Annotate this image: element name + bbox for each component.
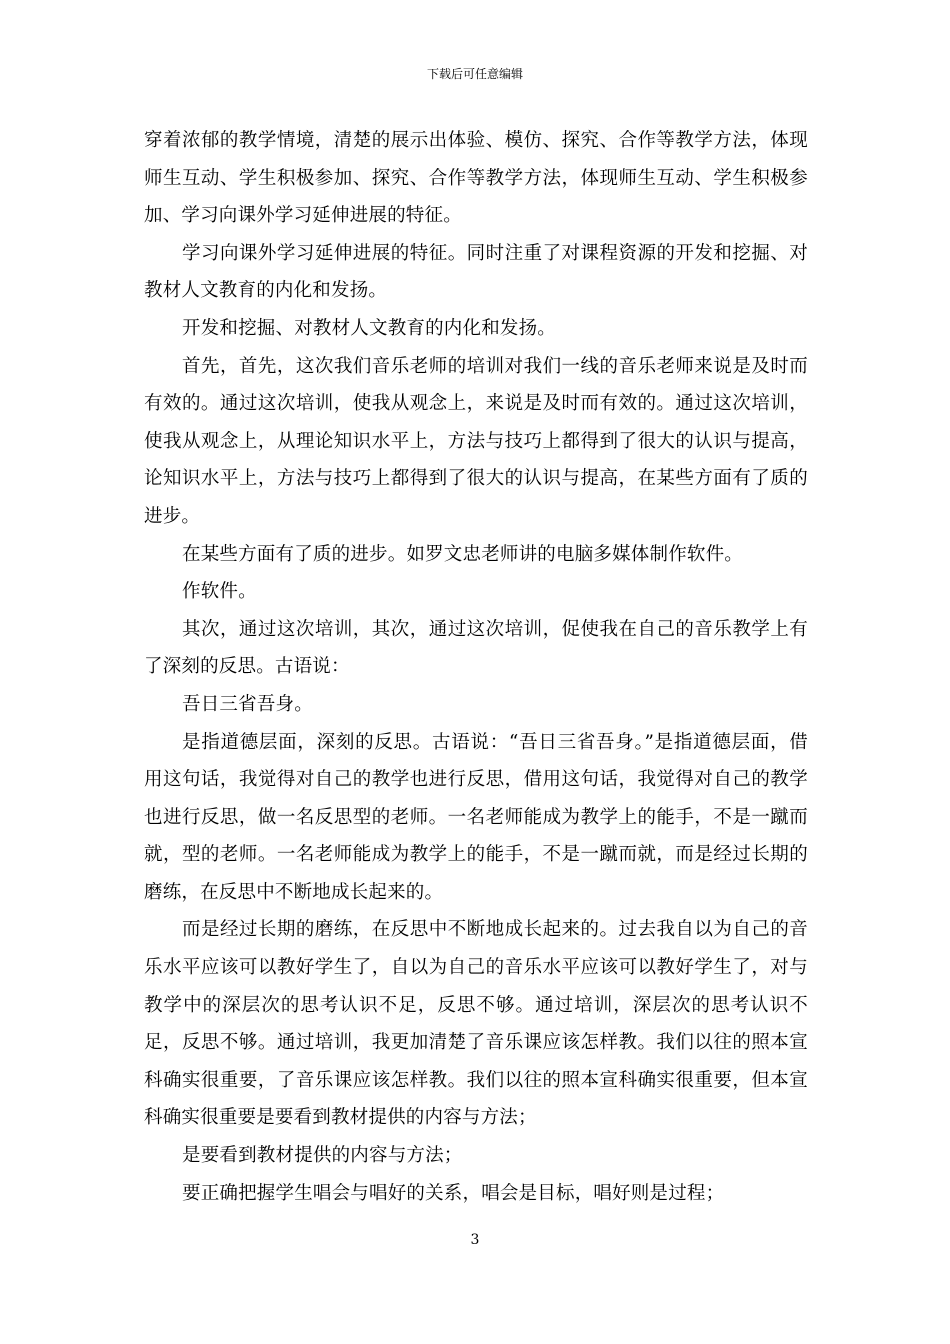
page-header: 下载后可任意编辑: [426, 67, 523, 81]
paragraph: 在某些方面有了质的进步。如罗文忠老师讲的电脑多媒体制作软件。: [182, 543, 744, 565]
paragraph: 作软件。: [182, 581, 257, 603]
paragraph: 穿着浓郁的教学情境，清楚的展示出体验、模仿、探究、合作等教学方法，体现师生互动、学生积极参加、探究、合作等教学方法，体现师生互动、学生积极参加、学习向课外学习延伸进展的特征。: [144, 130, 808, 227]
paragraph: 要正确把握学生唱会与唱好的关系，唱会是目标，唱好则是过程；: [182, 1182, 725, 1204]
paragraph: 学习向课外学习延伸进展的特征。同时注重了对课程资源的开发和挖掘、对教材人文教育的内化和发扬。: [144, 242, 808, 302]
paragraph: 开发和挖掘、对教材人文教育的内化和发扬。: [182, 317, 557, 339]
paragraph: 是要看到教材提供的内容与方法；: [182, 1145, 463, 1167]
body-text: [144, 122, 808, 1212]
paragraph: 而是经过长期的磨练，在反思中不断地成长起来的。过去我自以为自己的音乐水平应该可以教好学生了，自以为自己的音乐水平应该可以教好学生了，对与教学中的深层次的思考认识不足，反思不够。通过培训，深层次的思考认识不足，反思不够。通过培训，我更加清楚了音乐课应该怎样教。我们以往的照本宣科确实很重要，了音乐课应该怎样教。我们以往的照本宣科确实很重要，但本宣科确实很重要是要看到教材提供的内容与方法；: [144, 919, 808, 1129]
paragraph: 是指道德层面，深刻的反思。古语说：“吾日三省吾身。”是指道德层面，借用这句话，我觉得对自己的教学也进行反思，借用这句话，我觉得对自己的教学也进行反思，做一名反思型的老师。一名老师能成为教学上的能手，不是一蹴而就，型的老师。一名老师能成为教学上的能手，不是一蹴而就，而是经过长期的磨练，在反思中不断地成长起来的。: [144, 731, 808, 903]
paragraph: 其次，通过这次培训，其次，通过这次培训，促使我在自己的音乐教学上有了深刻的反思。古语说：: [144, 618, 808, 678]
paragraph: 首先，首先，这次我们音乐老师的培训对我们一线的音乐老师来说是及时而有效的。通过这次培训，使我从观念上，来说是及时而有效的。通过这次培训，使我从观念上，从理论知识水平上，方法与技巧上都得到了很大的认识与提高，论知识水平上，方法与技巧上都得到了很大的认识与提高，在某些方面有了质的进步。: [144, 355, 808, 527]
page-number: 3: [470, 1232, 480, 1248]
paragraph: 吾日三省吾身。: [182, 693, 313, 715]
